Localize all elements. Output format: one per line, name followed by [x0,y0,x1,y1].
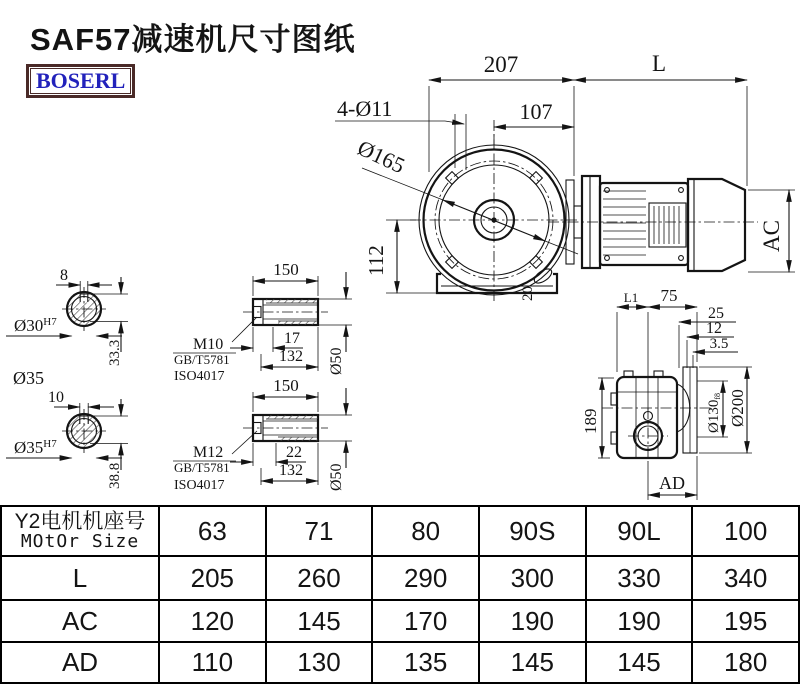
shaft-section-1 [6,267,128,366]
dim-17: 17 [284,330,300,347]
std-GBT5781: GB/T5781 [174,460,230,475]
table-col-80: 80 [371,507,478,555]
hollow-shaft-1 [173,260,352,384]
dim-O165: Ø165 [353,134,409,179]
motor-stator [600,183,688,265]
table-cell: 195 [691,599,798,641]
motor-size-label-cn: Y2电机机座号 [14,509,146,533]
table-col-100: 100 [691,507,798,555]
thread-M12: M12 [193,444,224,461]
table-cell: 145 [478,641,585,682]
row-label-L: L [2,555,158,599]
dim-189: 189 [581,408,600,434]
bolt-hole [530,172,543,185]
bore-tolerance: H7 [43,438,57,450]
fan-cover [688,179,745,271]
table-cell: 330 [585,555,692,599]
table-cell: 130 [265,641,372,682]
table-col-71: 71 [265,507,372,555]
table-cell: 145 [265,599,372,641]
dim-L: L [651,51,667,76]
table-cell: 290 [371,555,478,599]
dim-132: 132 [279,348,303,365]
dim-O35H7: $Ø35^{H7}$ [14,438,57,457]
dim-O50: Ø50 [328,463,345,491]
motor-core-lines [654,206,679,244]
dim-75: 75 [660,286,678,305]
dim-AC: AC [759,220,784,252]
dimension-table [0,505,800,684]
dim-O30H7: $Ø30^{H7}$ [14,316,57,335]
dim-150: 150 [273,376,299,395]
dim-O130-tolerance: f8 [713,392,722,400]
bolt-hole [446,172,459,185]
table-col-90L: 90L [585,507,692,555]
dim-key-8: 8 [60,267,68,284]
table-cell: 205 [158,555,265,599]
table-cell: 170 [371,599,478,641]
dim-132: 132 [279,462,303,479]
label-O35: Ø35 [13,368,44,388]
shaft-section-2 [6,389,128,489]
dim-33p3: 33.3 [107,339,123,366]
motor-core [649,203,686,247]
std-ISO4017: ISO4017 [174,478,225,493]
dim-12: 12 [706,320,722,337]
dim-4xO11: 4-Ø11 [337,96,393,121]
bore-tolerance: H7 [43,316,57,328]
brand-logo-text: BOSERL [30,68,131,94]
dim-L1: L1 [623,290,639,305]
table-cell: 260 [265,555,372,599]
dim-22: 22 [286,444,302,461]
std-GBT5781: GB/T5781 [174,352,230,367]
dim-3p5: 3.5 [709,336,729,352]
table-cell: 110 [158,641,265,682]
dim-AD: AD [659,473,685,493]
dim-key-10: 10 [48,389,64,406]
dim-207: 207 [483,52,519,77]
table-cell: 180 [691,641,798,682]
table-cell: 190 [585,599,692,641]
dim-38p8: 38.8 [107,462,123,489]
row-label-AC: AC [2,599,158,641]
motor-fins [603,191,646,255]
dim-112: 112 [364,245,388,276]
dim-20: 20 [520,286,536,301]
std-ISO4017: ISO4017 [174,369,225,384]
table-col-90S: 90S [478,507,585,555]
hollow-shaft-2 [173,376,352,493]
table-cell: 120 [158,599,265,641]
front-view [335,51,795,304]
motor-size-label-en: MOtOr Size [20,530,140,552]
dim-25: 25 [708,305,724,322]
table-cell: 340 [691,555,798,599]
dim-150: 150 [273,260,299,279]
table-cell: 300 [478,555,585,599]
table-header-motor-size [2,507,158,555]
table-cell: 135 [371,641,478,682]
thread-M10: M10 [193,336,224,353]
dim-107: 107 [519,99,553,124]
dim-O50: Ø50 [328,347,345,375]
side-view [581,286,752,500]
table-col-63: 63 [158,507,265,555]
dim-O130: Ø130f8 [706,392,722,433]
dim-O200: Ø200 [728,389,747,427]
page-title: SAF57减速机尺寸图纸 [30,22,356,57]
table-cell: 145 [585,641,692,682]
table-cell: 190 [478,599,585,641]
drain-boss [532,266,554,286]
row-label-AD: AD [2,641,158,682]
